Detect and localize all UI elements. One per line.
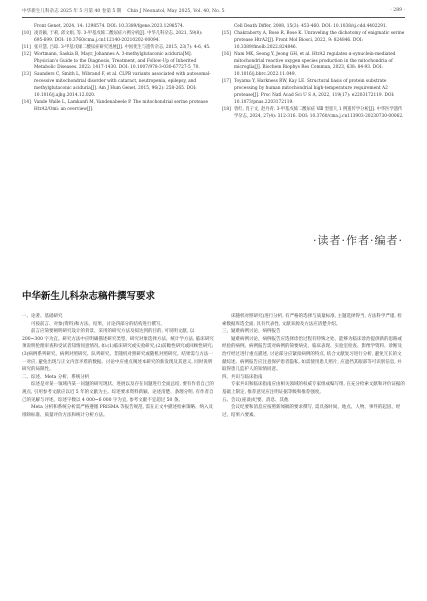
references-right-column bbox=[222, 24, 406, 121]
body-paragraph: 综述是对某一领域内某一问题的研究现状、进展以及存在问题进行全面总结, 要有作者自己的观点, 引用参考文献应以近 5 年的文献为主。综述要求资料新颖、论述清楚、条理分明, 有作者自己的见解与评述。综述字数以 4 000~6 000 字为宜, 参考文献不宜超过 50 条。 bbox=[22, 382, 214, 403]
reference-number: [10] bbox=[22, 30, 31, 36]
body-paragraph: 可按前言、对象(资料)和方法、结果、讨论四部分的结构进行撰写。 bbox=[31, 321, 166, 327]
reference-text: Chakraborty A, Bose R, Bose K. Unraveling the dichotomy of enigmatic serine protease HtrA2[J]. Front Mol Biosci, 2022, 9: 824846. DOI: 10.3389/fmolb.2022.824846. bbox=[234, 30, 405, 50]
section-tag: ·读者·作者·编者· bbox=[313, 234, 403, 247]
section-heading: 二、综述、Meta 分析、系统分析 bbox=[22, 374, 90, 380]
section-heading: 一、论著、基础研究 bbox=[22, 314, 63, 319]
reference-item bbox=[22, 72, 212, 100]
reference-text: 曾红, 肖子文, 赵丹青. 3-甲基戊烯二酸尿症 Ⅷ 型患儿 1 例遗传学分析[J]. 中华医学遗传学杂志, 2024, 27(4): 312-316. DOI: 10.3760/cma.j.cn113903-20230730-00062. bbox=[234, 106, 404, 119]
body-paragraph: 会议纪要和消息应按照新闻稿的要求撰写, 需具备时间、地点、人物、事件的起因、经过、结果六要素。 bbox=[222, 405, 401, 418]
running-header bbox=[22, 8, 405, 20]
journal-name-cn: 中华新生儿科杂志 2025 年 5 月第 40 卷第 5 期 bbox=[22, 9, 122, 14]
reference-number: [11] bbox=[22, 44, 31, 50]
page-number: · 289 · bbox=[390, 8, 405, 13]
body-paragraph: 床随机对照研究)进行分析, 有严格的选择与质量标准, 主题选择得当, 方法科学严谨, 检索数据库选全面, 具有代表性, 文献来源及方法应清楚介绍。 bbox=[222, 314, 402, 327]
reference-text: Vande Walle L, Lamkanfi M, Vandenabeele P. The mitochondrial serine protease HtrA2/Omi: an overview[J]. bbox=[34, 99, 208, 112]
body-paragraph: 前言应简要阐明研究设计的背景、采用的研究方法及拟达到的目的, 可说明文献, 以 200~300 字为宜。研究方法中应明确描述研究类型、研究对象选择方法、统计学方法, 临床研究须说明伦理审查和受试者知情同意情况, 如:(1)临床研究或实验研究;(2)前瞻性研究或回顾性研究;(3)病例系列研究、病例对照研究、队列研究、非随机对照研究或随机对照研究。结果需与方法一一对应, 避免出现与正文内容矛盾的数据。讨论中应重点阐述本研究的新发现及其意义, 同时说明研究的局限性。 bbox=[22, 329, 214, 373]
reference-text: Toyama Y, Harkness RW, Kay LE. Structural basis of protein substrate processing by human mitochondrial high-temperature requirement A2 protease[J]. Proc Natl Acad Sci U S A, 2022, 119(17): e2203172119. DOI: 10.1073/pnas.2203172119. bbox=[234, 79, 395, 105]
reference-text: Nam MK, Seong Y, Jeong GH, et al. HtrA2 regulates α-synuclein-mediated mitochondrial reactive oxygen species production in the mitochondria of microglia[J]. Biochem Biophys Res Commun, 2023, 638: 84-93. DOI: 10.1016/j.bbrc.2022.11.049. bbox=[234, 51, 396, 78]
journal-name-en: Chin J Neonatol, May 2025, Vol. 40, No. 5 bbox=[127, 9, 225, 14]
reference-item bbox=[222, 52, 406, 80]
reference-item bbox=[22, 52, 212, 73]
reference-number: [16] bbox=[222, 51, 231, 57]
reference-item bbox=[22, 31, 212, 45]
body-left-column bbox=[22, 313, 214, 419]
reference-text: 凌诗颖, 于莉, 邱文娟, 等. 3-甲基戊烯二酸尿症六例分析[J]. 中华儿科杂志, 2021, 59(8): 695-699. DOI: 10.3760/cma.j.cn112140-20210202-00094. bbox=[34, 30, 203, 43]
reference-text: Wortmann, Saskia B, Mayr, Johannes A. 3-methylglutaconic aciduria[M]. Physician's Guide to the Diagnosis, Treatment, and Follow-Up of Inherited Metabolic Diseases. 2022: 1417-1430. DOI: 10.1007/978-3-030-67727-5_70. bbox=[34, 51, 200, 71]
reference-number: [15] bbox=[222, 30, 231, 36]
reference-item bbox=[222, 79, 406, 107]
body-paragraph: 专家共识和临床指南应由相关领域的权威专家组成编写组, 在充分检索文献和评价证据的基础上制定, 推荐意见应注明证据等级和推荐强度。 bbox=[222, 382, 405, 395]
reference-text: Cell Death Differ, 2008, 15(3): 453-460. DOI: 10.1038/sj.cdd.4402291. bbox=[234, 24, 388, 29]
header-rule bbox=[22, 17, 405, 18]
section-heading: 五、会议(座谈)纪要、消息、其他 bbox=[222, 397, 289, 403]
section-heading: 四、共识与临床指南 bbox=[222, 374, 263, 380]
reference-item bbox=[22, 100, 212, 114]
article-title: 中华新生儿科杂志稿件撰写要求 bbox=[22, 291, 156, 302]
section-heading: 三、疑难病例讨论、病例报告 bbox=[222, 329, 281, 335]
body-right-column bbox=[222, 313, 406, 419]
body-paragraph: Meta 分析和系统分析需严格遵循 PRISMA 等报告规范, 需在正文中描述检索策略、纳入及排除标准、质量评价方法和统计分析方法。 bbox=[22, 405, 214, 418]
reference-text: Front Genet, 2024, 14: 1298574. DOI: 10.3389/fgene.2023.1298574. bbox=[34, 24, 185, 29]
references-left-column bbox=[22, 24, 212, 114]
reference-item bbox=[222, 107, 406, 121]
reference-item bbox=[222, 31, 406, 52]
reference-number: [12] bbox=[22, 51, 31, 57]
reference-number: [14] bbox=[22, 99, 31, 105]
reference-number: [17] bbox=[222, 79, 231, 85]
reference-item bbox=[22, 45, 212, 52]
reference-number: [18] bbox=[222, 106, 231, 112]
reference-text: 张开慧, 吕琼. 3-甲基戊烯二酸尿症研究进展[J]. 中国优生与遗传杂志, 2015, 23(7): 4-6, 45. bbox=[34, 44, 211, 50]
reference-text: Saunders C, Smith L, Wibrand F, et al. CLPB variants associated with autosomal-recessive mitochondrial disorder with cataract, neutropenia, epilepsy, and methylglutaconic aciduria[J]. Am J Hum Genet, 2015, 96(2): 258-265. DOI: 10.1016/j.ajhg.2014.12.020. bbox=[34, 72, 211, 99]
reference-item bbox=[222, 24, 406, 31]
reference-item bbox=[22, 24, 212, 31]
body-paragraph: 疑难病例讨论、病例报告应选择诊治过程有特殊之处、能够为临床诊治提供新的思路或经验的病例。病例报告需对病例的简要病史、临床表现、实验室检查、影像学资料、诊断及治疗经过进行重点描述, 讨论部分应紧扣病例的特点, 结合文献复习进行分析, 避免冗长的文献综述。病例报告应注意保护患者隐私, 如需使用患儿照片, 应遮挡其眼部等可识别信息, 并取得患儿监护人的知情同意。 bbox=[222, 336, 402, 373]
reference-number: [13] bbox=[22, 72, 31, 78]
